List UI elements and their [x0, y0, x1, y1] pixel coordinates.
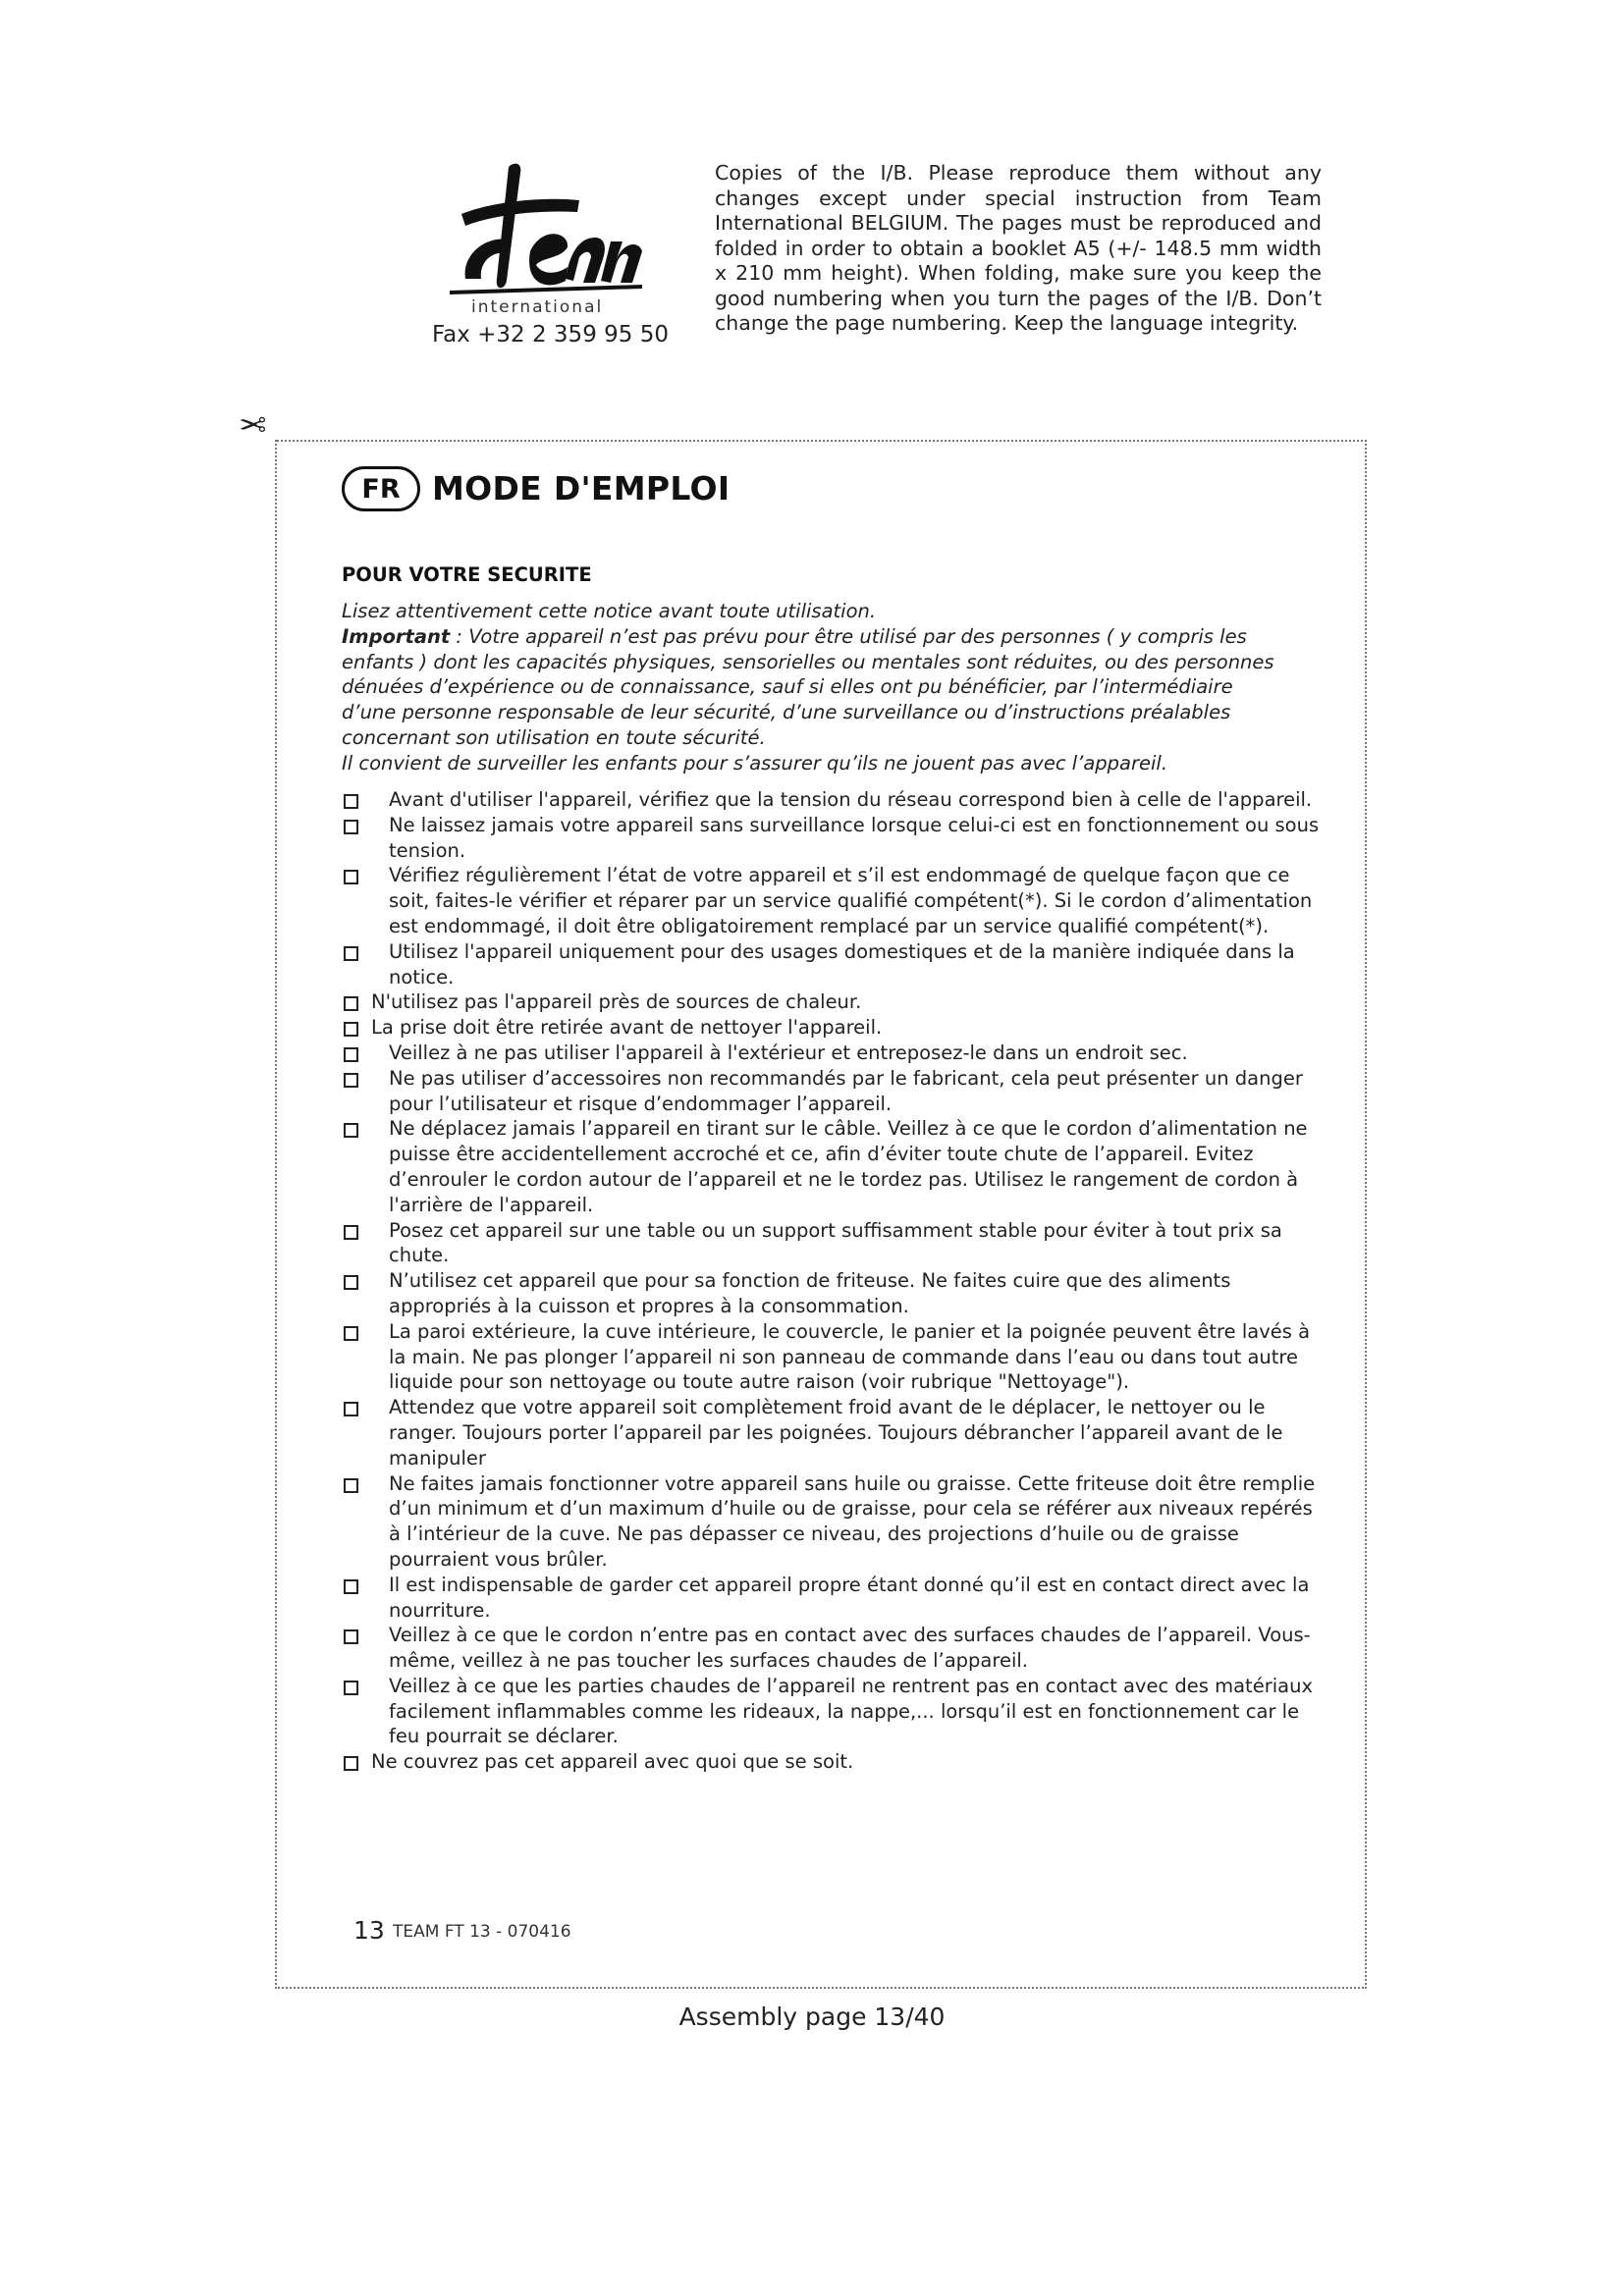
checkbox-bullet-icon — [344, 1629, 358, 1644]
checkbox-bullet-icon — [344, 1073, 358, 1088]
checkbox-bullet-icon — [344, 996, 358, 1011]
assembly-page-label: Assembly page 13/40 — [678, 2002, 946, 2031]
list-item: N’utilisez cet appareil que pour sa fonction de friteuse. Ne faites cuire que des aliments appropriés à la cuisson et propres à la consommation. — [342, 1268, 1324, 1319]
checkbox-bullet-icon — [344, 794, 358, 809]
list-item: Vérifiez régulièrement l’état de votre appareil et s’il est endommagé de quelque façon que ce soit, faites-le vérifier et réparer par un service qualifié compétent(*). Si le cordon d’alimentation est endommagé, il doit être obligatoirement remplacé par un service qualifié compétent(*). — [342, 863, 1324, 938]
list-item: La prise doit être retirée avant de nettoyer l'appareil. — [342, 1015, 1324, 1041]
list-item: Veillez à ne pas utiliser l'appareil à l'extérieur et entreposez-le dans un endroit sec. — [342, 1041, 1324, 1066]
important-paragraph — [342, 624, 1284, 751]
list-item: Ne déplacez jamais l’appareil en tirant sur le câble. Veillez à ce que le cordon d’alimentation ne puisse être accidentellement accroché et ce, afin d’éviter toute chute de l’appareil. Evitez d’enrouler le cordon autour de l’appareil et ne le tordez pas. Utilisez le rangement de cordon à l'arrière de l'appareil. — [342, 1116, 1324, 1217]
checkbox-bullet-icon — [344, 1047, 358, 1062]
safety-intro — [342, 599, 1284, 776]
list-item: Attendez que votre appareil soit complètement froid avant de le déplacer, le nettoyer ou le ranger. Toujours porter l’appareil par les poignées. Toujours débrancher l’appareil avant de le manipuler — [342, 1395, 1324, 1470]
safety-list — [342, 787, 1324, 1775]
checkbox-bullet-icon — [344, 820, 358, 834]
checkbox-bullet-icon — [344, 1681, 358, 1695]
list-item: Ne faites jamais fonctionner votre appareil sans huile ou graisse. Cette friteuse doit être remplie d’un minimum et d’un maximum d’huile ou de graisse, pour cela se référer aux niveaux repérés à l’intérieur de la cuve. Ne pas dépasser ce niveau, des projections d’huile ou de graisse pourraient vous brûler. — [342, 1471, 1324, 1573]
list-item: Ne laissez jamais votre appareil sans surveillance lorsque celui-ci est en fonctionnement ou sous tension. — [342, 813, 1324, 864]
list-item: Ne couvrez pas cet appareil avec quoi que se soit. — [342, 1749, 1324, 1775]
reproduction-instructions: Copies of the I/B. Please reproduce them without any changes except under special instruction from Team International BELGIUM. The pages must be reproduced and folded in order to obtain a booklet A5 (+/- 148.5 mm width x 210 mm height). When folding, make sure you keep the good numbering when you turn the pages of the I/B. Don’t change the page numbering. Keep the language integrity. — [715, 161, 1322, 335]
intro-line: Lisez attentivement cette notice avant toute utilisation. — [342, 600, 877, 622]
list-item: Veillez à ce que les parties chaudes de l’appareil ne rentrent pas en contact avec des matériaux facilement inflammables comme les rideaux, la nappe,... lorsqu’il est en fonctionnement car le feu pourrait se déclarer. — [342, 1674, 1324, 1749]
page-title: MODE D'EMPLOI — [432, 469, 731, 507]
important-text: : Votre appareil n’est pas prévu pour être utilisé par des personnes ( y compris les enfants ) dont les capacités physiques, sensorielles ou mentales sont réduites, ou des personnes dénuées d’expérience ou de connaissance, sauf si elles ont pu bénéficier, par l’intermédiaire d’une personne responsable de leur sécurité, d’une surveillance ou d’instructions préalables concernant son utilisation en toute sécurité. — [342, 624, 1274, 749]
list-item: Veillez à ce que le cordon n’entre pas en contact avec des surfaces chaudes de l’appareil. Vous-même, veillez à ne pas toucher les surfaces chaudes de l’appareil. — [342, 1623, 1324, 1674]
scissors-icon: ✂ — [239, 403, 267, 443]
list-item: Avant d'utiliser l'appareil, vérifiez que la tension du réseau correspond bien à celle de l'appareil. — [342, 787, 1324, 813]
checkbox-bullet-icon — [344, 1756, 358, 1771]
checkbox-bullet-icon — [344, 1478, 358, 1493]
checkbox-bullet-icon — [344, 1579, 358, 1594]
list-item: La paroi extérieure, la cuve intérieure, le couvercle, le panier et la poignée peuvent être lavés à la main. Ne pas plonger l’appareil ni son panneau de commande dans l’eau ou dans tout autre liquide pour son nettoyage ou toute autre raison (voir rubrique "Nettoyage"). — [342, 1319, 1324, 1395]
section-heading: POUR VOTRE SECURITE — [342, 563, 592, 586]
list-item: Utilisez l'appareil uniquement pour des usages domestiques et de la manière indiquée dans la notice. — [342, 939, 1324, 990]
checkbox-bullet-icon — [344, 946, 358, 961]
children-line: Il convient de surveiller les enfants pour s’assurer qu’ils ne jouent pas avec l’appareil. — [342, 751, 1168, 774]
checkbox-bullet-icon — [344, 1225, 358, 1240]
important-label: Important — [342, 624, 451, 648]
checkbox-bullet-icon — [344, 870, 358, 884]
checkbox-bullet-icon — [344, 1402, 358, 1416]
checkbox-bullet-icon — [344, 1275, 358, 1290]
page-number: 13 — [353, 1916, 385, 1945]
list-item: N'utilisez pas l'appareil près de sources de chaleur. — [342, 989, 1324, 1015]
language-badge: FR — [342, 466, 420, 511]
fax-number: Fax +32 2 359 95 50 — [432, 322, 669, 347]
list-item: Il est indispensable de garder cet appareil propre étant donné qu’il est en contact direct avec la nourriture. — [342, 1573, 1324, 1624]
checkbox-bullet-icon — [344, 1123, 358, 1138]
svg-text:international: international — [471, 297, 604, 317]
list-item: Ne pas utiliser d’accessoires non recommandés par le fabricant, cela peut présenter un danger pour l’utilisateur et risque d’endommager l’appareil. — [342, 1066, 1324, 1117]
team-international-logo — [432, 157, 643, 319]
page-reference: TEAM FT 13 - 070416 — [393, 1922, 571, 1942]
list-item: Posez cet appareil sur une table ou un support suffisamment stable pour éviter à tout prix sa chute. — [342, 1218, 1324, 1269]
checkbox-bullet-icon — [344, 1022, 358, 1037]
checkbox-bullet-icon — [344, 1326, 358, 1341]
